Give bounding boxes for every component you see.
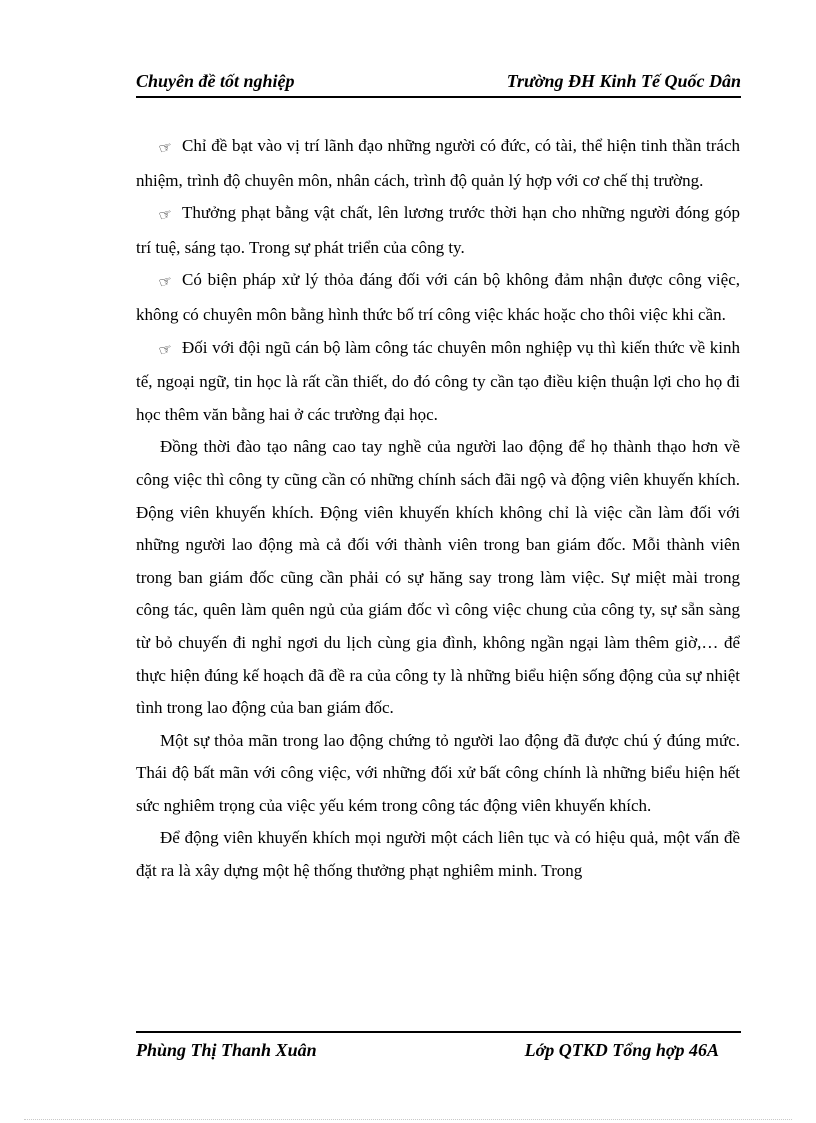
paragraph-text: Thưởng phạt bằng vật chất, lên lương trước thời hạn cho những người đóng góp trí tuệ, sáng tạo. Trong sự phát triển của công ty. xyxy=(136,203,740,257)
page-header xyxy=(136,70,741,98)
paragraph-text: Để động viên khuyến khích mọi người một cách liên tục và có hiệu quả, một vấn đề đặt ra là xây dựng một hệ thống thưởng phạt nghiêm minh. Trong xyxy=(136,828,740,881)
pointing-hand-icon: ☞ xyxy=(157,274,175,293)
paragraph-text: Đối với đội ngũ cán bộ làm công tác chuyên môn nghiệp vụ thì kiến thức về kinh tế, ngoại ngữ, tin học là rất cần thiết, do đó công ty cần tạo điều kiện thuận lợi cho họ đi học thêm văn bằng hai ở các trường đại học. xyxy=(136,337,740,424)
paragraph-7 xyxy=(136,822,740,887)
paragraph-4 xyxy=(136,332,740,432)
paragraph-3 xyxy=(136,264,740,331)
paragraph-5 xyxy=(136,431,740,724)
page-footer xyxy=(136,1031,741,1061)
pointing-hand-icon: ☞ xyxy=(157,207,175,226)
header-right: Trường ĐH Kinh Tế Quốc Dân xyxy=(506,71,741,91)
paragraph-text: Có biện pháp xử lý thỏa đáng đối với cán bộ không đảm nhận được công việc, không có chuyên môn bằng hình thức bố trí công việc khác hoặc cho thôi việc khi cần. xyxy=(136,270,740,324)
paragraph-text: Đồng thời đào tạo nâng cao tay nghề của người lao động để họ thành thạo hơn về công việc thì công ty cũng cần có những chính sách đãi ngộ và động viên khuyến khích. Động viên khuyến khích. Động viên khuyến khích không chỉ là việc cần làm đối với những người lao động mà cả đối với thành viên trong ban giám đốc. Mỗi thành viên trong ban giám đốc cũng cần phải có sự hăng say trong làm việc. Sự miệt mài trong công tác, quên làm quên ngủ của giám đốc vì công việc chung của công ty, sự sẵn sàng từ bỏ chuyến đi nghỉ ngơi du lịch cùng gia đình, không ngần ngại làm thêm giờ,… để thực hiện đúng kế hoạch đã đề ra của công ty là những biểu hiện sống động của sự nhiệt tình trong lao động của ban giám đốc. xyxy=(136,437,740,718)
header-left: Chuyên đề tốt nghiệp xyxy=(136,71,295,91)
footer-left: Phùng Thị Thanh Xuân xyxy=(136,1040,317,1060)
paragraph-2 xyxy=(136,197,740,264)
page-edge-divider xyxy=(24,1119,792,1120)
pointing-hand-icon: ☞ xyxy=(157,341,175,360)
footer-right: Lớp QTKD Tổng hợp 46A xyxy=(524,1040,719,1060)
document-body xyxy=(136,130,740,888)
paragraph-text: Chỉ đề bạt vào vị trí lãnh đạo những người có đức, có tài, thể hiện tinh thần trách nhiệm, trình độ chuyên môn, nhân cách, trình độ quản lý hợp với cơ chế thị trường. xyxy=(136,136,740,190)
paragraph-1 xyxy=(136,130,740,197)
paragraph-text: Một sự thỏa mãn trong lao động chứng tỏ người lao động đã được chú ý đúng mức. Thái độ bất mãn với công việc, với những đối xử bất công chính là những biểu hiện hết sức nghiêm trọng của việc yếu kém trong công tác động viên khuyến khích. xyxy=(136,730,740,815)
pointing-hand-icon: ☞ xyxy=(157,139,175,158)
paragraph-6 xyxy=(136,725,740,823)
